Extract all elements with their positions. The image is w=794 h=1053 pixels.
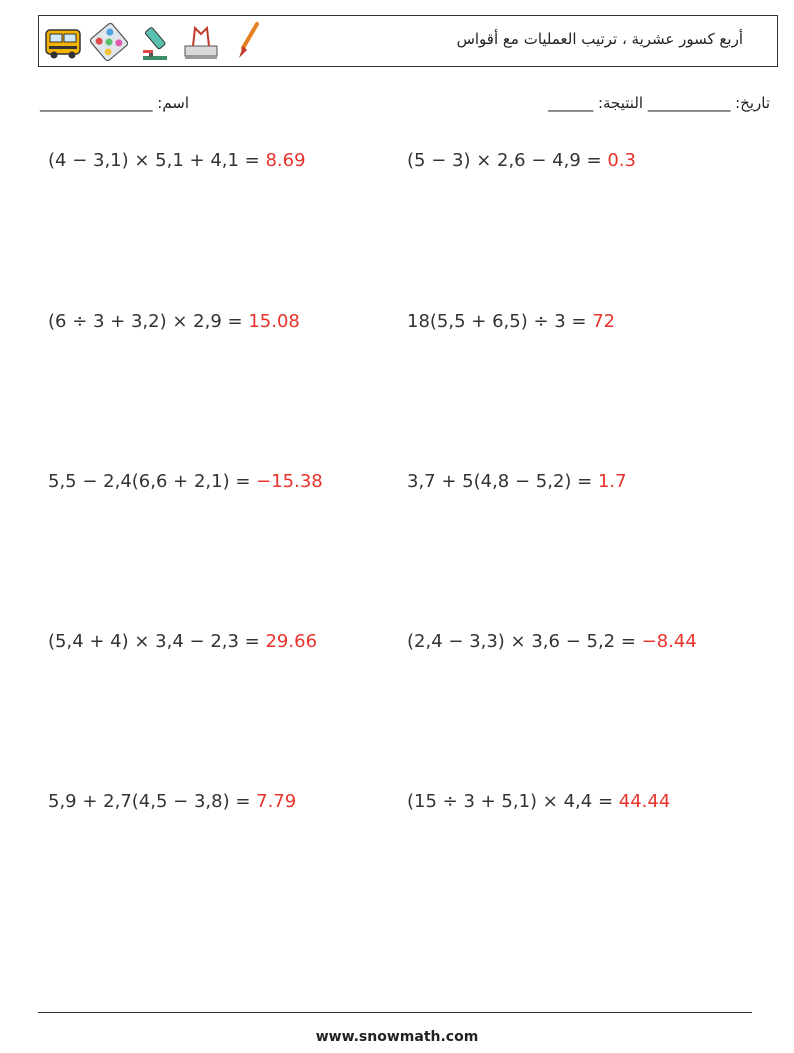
school-bus-icon [43,20,83,64]
answer: −15.38 [256,471,323,492]
binder-clip-icon [181,20,221,64]
answer: 8.69 [265,150,306,171]
worksheet-title: أربع كسور عشرية ، ترتيب العمليات مع أقواس [456,30,743,48]
answer: −8.44 [641,631,697,652]
microscope-icon [135,20,175,64]
problem-6: 3,7 + 5(4,8 − 5,2) = 1.7 [407,471,627,492]
problem-9: 5,9 + 2,7(4,5 − 3,8) = 7.79 [48,791,297,812]
answer: 1.7 [597,471,627,492]
answer: 29.66 [265,631,318,652]
problem-1: (4 − 3,1) × 5,1 + 4,1 = 8.69 [48,150,306,171]
answer: 15.08 [248,311,300,332]
date-score-field: ______ :تاريخ: ___________ النتيجة [548,94,770,112]
paintbrush-icon [227,20,267,64]
problem-7: (5,4 + 4) × 3,4 − 2,3 = 29.66 [48,631,318,652]
problem-3: (6 ÷ 3 + 3,2) × 2,9 = 15.08 [48,311,300,332]
footer-divider [38,1012,752,1013]
problem-4: 18(5,5 + 6,5) ÷ 3 = 72 [407,311,616,332]
name-field: اسم: _______________ [40,94,190,112]
answer: 0.3 [607,150,636,171]
problem-10: (15 ÷ 3 + 5,1) × 4,4 = 44.44 [407,791,671,812]
answer: 72 [592,311,616,332]
answer: 7.79 [256,791,297,812]
problem-5: 5,5 − 2,4(6,6 + 2,1) = −15.38 [48,471,323,492]
paint-palette-icon [89,20,129,64]
answer: 44.44 [618,791,671,812]
problem-2: (5 − 3) × 2,6 − 4,9 = 0.3 [407,150,636,171]
problem-8: (2,4 − 3,3) × 3,6 − 5,2 = −8.44 [407,631,697,652]
footer-url[interactable]: www.snowmath.com [315,1029,479,1045]
header-icons [43,20,267,64]
worksheet-header [38,15,778,67]
